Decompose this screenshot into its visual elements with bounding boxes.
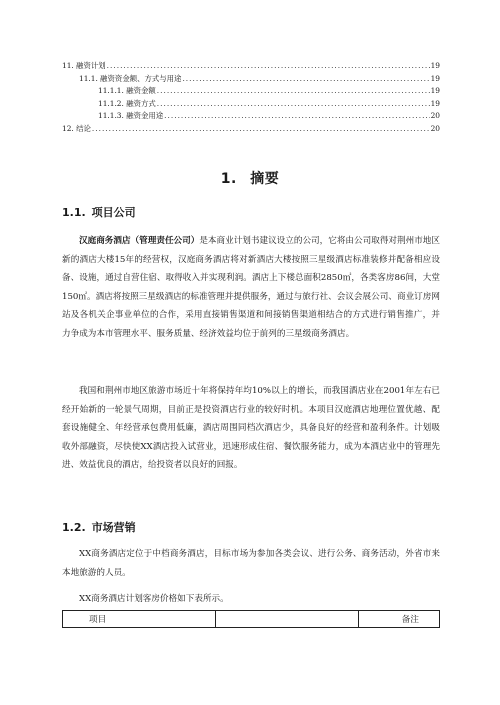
chapter-heading bbox=[0, 168, 500, 188]
chapter-title: 摘要 bbox=[250, 171, 280, 187]
paragraph-text: XX商务酒店计划客房价格如下表所示。 bbox=[79, 594, 229, 604]
section-heading bbox=[62, 519, 136, 535]
company-name: 汉庭商务酒店（管理责任公司） bbox=[79, 236, 200, 246]
section-title: 市场营销 bbox=[91, 521, 136, 534]
paragraph bbox=[62, 590, 440, 609]
room-price-table bbox=[62, 610, 440, 628]
toc-leader-dots bbox=[164, 110, 429, 123]
paragraph-text: 是本商业计划书建议设立的公司，它将由公司取得对荆州市地区新的酒店大楼15年的经营权，汉庭商务酒店将对新酒店大楼按照三星级酒店标准装修并配备相应设备、设施，通过自营住宿、取得收入并实现利润。酒店上下楼总面积2850㎡，各类客房86间，大堂150㎡。酒店将按照三星级酒店的标准管理并提供服务，通过与旅行社、会议会展公司、商业订房网站及各机关企事业单位的合作，采用直接销售渠道和间接销售渠道相结合的方式进行销售推广，并力争成为本市管理水平、服务质量、经济效益均位于前列的三星级商务酒店。 bbox=[62, 236, 440, 339]
toc-entry[interactable] bbox=[62, 60, 440, 73]
section-title: 项目公司 bbox=[91, 206, 136, 219]
toc-entry[interactable] bbox=[62, 98, 440, 111]
table-of-contents bbox=[62, 60, 440, 136]
table-header-cell: 备注 bbox=[359, 611, 440, 628]
toc-entry-page: 20 bbox=[430, 111, 440, 121]
paragraph-text: XX商务酒店定位于中档商务酒店，目标市场为参加各类会议、进行公务、商务活动，外省市来本地旅游的人员。 bbox=[62, 549, 440, 578]
chapter-number: 1. bbox=[220, 171, 237, 187]
toc-leader-dots bbox=[157, 85, 430, 98]
toc-entry-title: 11. 融资计划 bbox=[62, 61, 106, 70]
section-number: 1.1. bbox=[62, 206, 86, 219]
table-row bbox=[63, 611, 440, 628]
toc-leader-dots bbox=[157, 98, 430, 111]
toc-leader-dots bbox=[107, 60, 430, 73]
toc-entry-title: 11.1.3. 融资金用途 bbox=[98, 111, 164, 121]
toc-entry[interactable] bbox=[62, 85, 440, 98]
toc-entry-page: 19 bbox=[430, 61, 440, 70]
toc-leader-dots bbox=[92, 123, 430, 136]
paragraph bbox=[62, 545, 440, 582]
toc-entry-page: 20 bbox=[430, 123, 440, 133]
toc-entry-title: 11.1.1. 融资金额 bbox=[98, 86, 156, 96]
toc-entry[interactable] bbox=[62, 73, 440, 86]
section-number: 1.2. bbox=[62, 521, 86, 534]
section-heading bbox=[62, 204, 136, 220]
toc-leader-dots bbox=[182, 73, 429, 86]
table-header-cell: 项目 bbox=[63, 611, 216, 628]
toc-entry-title: 12. 结论 bbox=[62, 123, 91, 133]
toc-entry[interactable] bbox=[62, 123, 440, 136]
toc-entry-title: 11.1. 融资资金额、方式与用途 bbox=[79, 73, 182, 83]
toc-entry[interactable] bbox=[62, 110, 440, 123]
toc-entry-title: 11.1.2. 融资方式 bbox=[98, 98, 156, 108]
paragraph bbox=[62, 232, 440, 344]
paragraph bbox=[62, 382, 440, 475]
toc-entry-page: 19 bbox=[430, 86, 440, 96]
toc-entry-page: 19 bbox=[430, 98, 440, 108]
paragraph-text: 我国和荆州市地区旅游市场近十年将保持年均10%以上的增长，而我国酒店业在2001年左右已经开始新的一轮景气周期，目前正是投资酒店行业的较好时机。本项目汉庭酒店地理位置优越、配套设施健全、年经营承包费用低廉，酒店周围同档次酒店少，具备良好的经营和盈利条件。计划吸收外部融资，尽快使XX酒店投入试营业，迅速形成住宿、餐饮服务能力，成为本酒店业中的管理先进、效益优良的酒店，给投资者以良好的回报。 bbox=[62, 386, 440, 471]
table-header-cell bbox=[216, 611, 359, 628]
toc-entry-page: 19 bbox=[430, 73, 440, 83]
